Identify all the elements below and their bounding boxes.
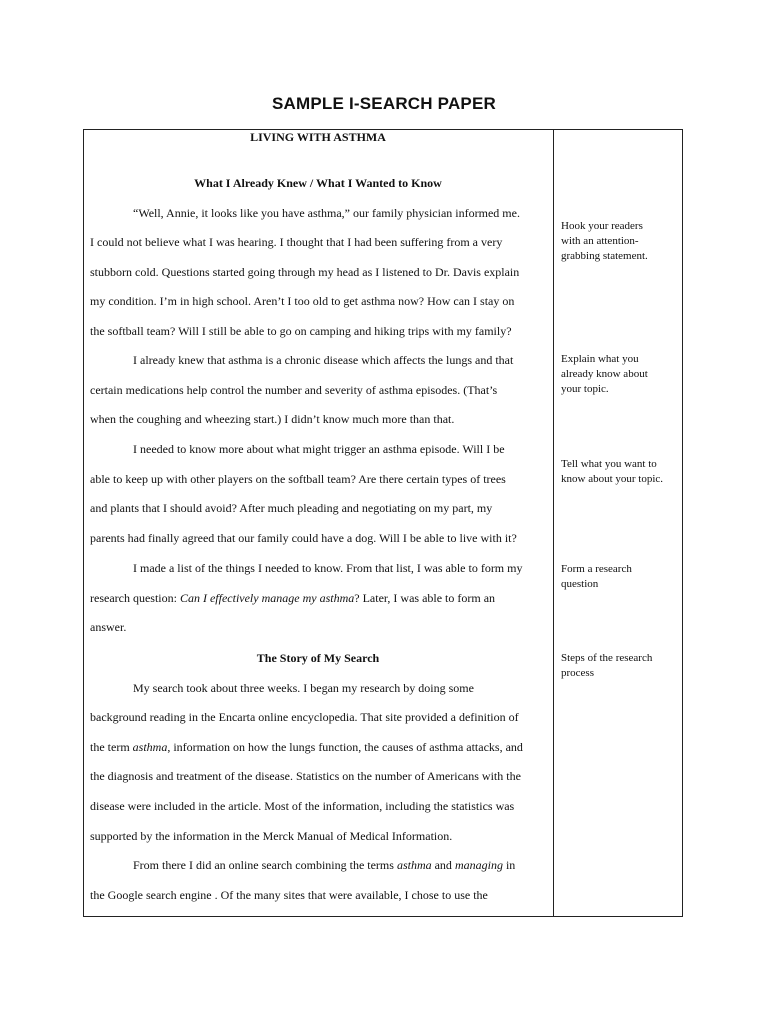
note-line: with an attention- xyxy=(561,235,639,247)
paper-line: answer. xyxy=(90,620,127,634)
note-line: your topic. xyxy=(561,383,609,395)
text-run: From there I did an online search combining the terms xyxy=(133,858,397,872)
text-run: , information on how the lungs function, the causes of asthma attacks, and xyxy=(167,740,523,754)
text-run: and xyxy=(431,858,455,872)
section-heading-knew-wanted: What I Already Knew / What I Wanted to Know xyxy=(194,176,442,190)
italic-term: asthma xyxy=(132,740,168,754)
paper-title: LIVING WITH ASTHMA xyxy=(250,130,386,144)
paper-line: my condition. I’m in high school. Aren’t I too old to get asthma now? How can I stay on xyxy=(90,294,515,308)
paper-line: stubborn cold. Questions started going through my head as I listened to Dr. Davis explain xyxy=(90,265,520,279)
section-heading-story: The Story of My Search xyxy=(256,651,380,665)
paper-line: My search took about three weeks. I began my research by doing some xyxy=(133,681,474,695)
margin-note-steps xyxy=(561,651,681,681)
note-line: already know about xyxy=(561,368,648,380)
research-question-italic: Can I effectively manage my asthma xyxy=(179,591,355,605)
paper-line: I could not believe what I was hearing. I thought that I had been suffering from a very xyxy=(90,235,503,249)
italic-term: asthma xyxy=(396,858,432,872)
paper-line: the softball team? Will I still be able to go on camping and hiking trips with my family? xyxy=(90,324,512,338)
paper-line: “Well, Annie, it looks like you have asthma,” our family physician informed me. xyxy=(133,206,520,220)
note-line: Form a research xyxy=(561,563,632,575)
paper-line: the diagnosis and treatment of the disease. Statistics on the number of Americans with the xyxy=(90,769,521,783)
paper-line: when the coughing and wheezing start.) I didn’t know much more than that. xyxy=(90,412,455,426)
text-run: in xyxy=(502,858,516,872)
note-line: Hook your readers xyxy=(561,220,643,232)
note-line: process xyxy=(561,667,594,679)
note-line: know about your topic. xyxy=(561,473,664,485)
paper-line-research-question xyxy=(90,591,495,605)
paper-line: I already knew that asthma is a chronic disease which affects the lungs and that xyxy=(133,353,514,367)
text-run: the term xyxy=(90,740,133,754)
note-line: Tell what you want to xyxy=(561,458,657,470)
italic-term: managing xyxy=(454,858,503,872)
paper-line: the Google search engine . Of the many sites that were available, I chose to use the xyxy=(90,888,488,902)
paper-line: I needed to know more about what might trigger an asthma episode. Will I be xyxy=(133,442,505,456)
paper-line-asthma-term xyxy=(90,740,523,754)
margin-note-explain xyxy=(561,352,681,397)
text-run: ? Later, I was able to form an xyxy=(354,591,496,605)
note-line: Steps of the research xyxy=(561,652,653,664)
margin-note-hook xyxy=(561,219,681,264)
paper-line: background reading in the Encarta online encyclopedia. That site provided a definition of xyxy=(90,710,519,724)
paper-line: disease were included in the article. Most of the information, including the statistics was xyxy=(90,799,515,813)
paper-line: able to keep up with other players on the softball team? Are there certain types of trees xyxy=(90,472,506,486)
note-line: question xyxy=(561,578,599,590)
text-run: research question: xyxy=(90,591,180,605)
paper-line: and plants that I should avoid? After much pleading and negotiating on my part, my xyxy=(90,501,493,515)
document-title: SAMPLE I-SEARCH PAPER xyxy=(272,94,496,113)
margin-note-tell xyxy=(561,457,681,487)
margin-divider xyxy=(553,129,554,917)
paper-line: parents had finally agreed that our family could have a dog. Will I be able to live with it? xyxy=(90,531,517,545)
note-line: grabbing statement. xyxy=(561,250,648,262)
paper-line: I made a list of the things I needed to know. From that list, I was able to form my xyxy=(133,561,523,575)
note-line: Explain what you xyxy=(561,353,639,365)
paper-line-search-terms xyxy=(133,858,515,872)
paper-line: certain medications help control the number and severity of asthma episodes. (That’s xyxy=(90,383,498,397)
paper-line: supported by the information in the Merck Manual of Medical Information. xyxy=(90,829,453,843)
margin-note-question xyxy=(561,562,681,592)
